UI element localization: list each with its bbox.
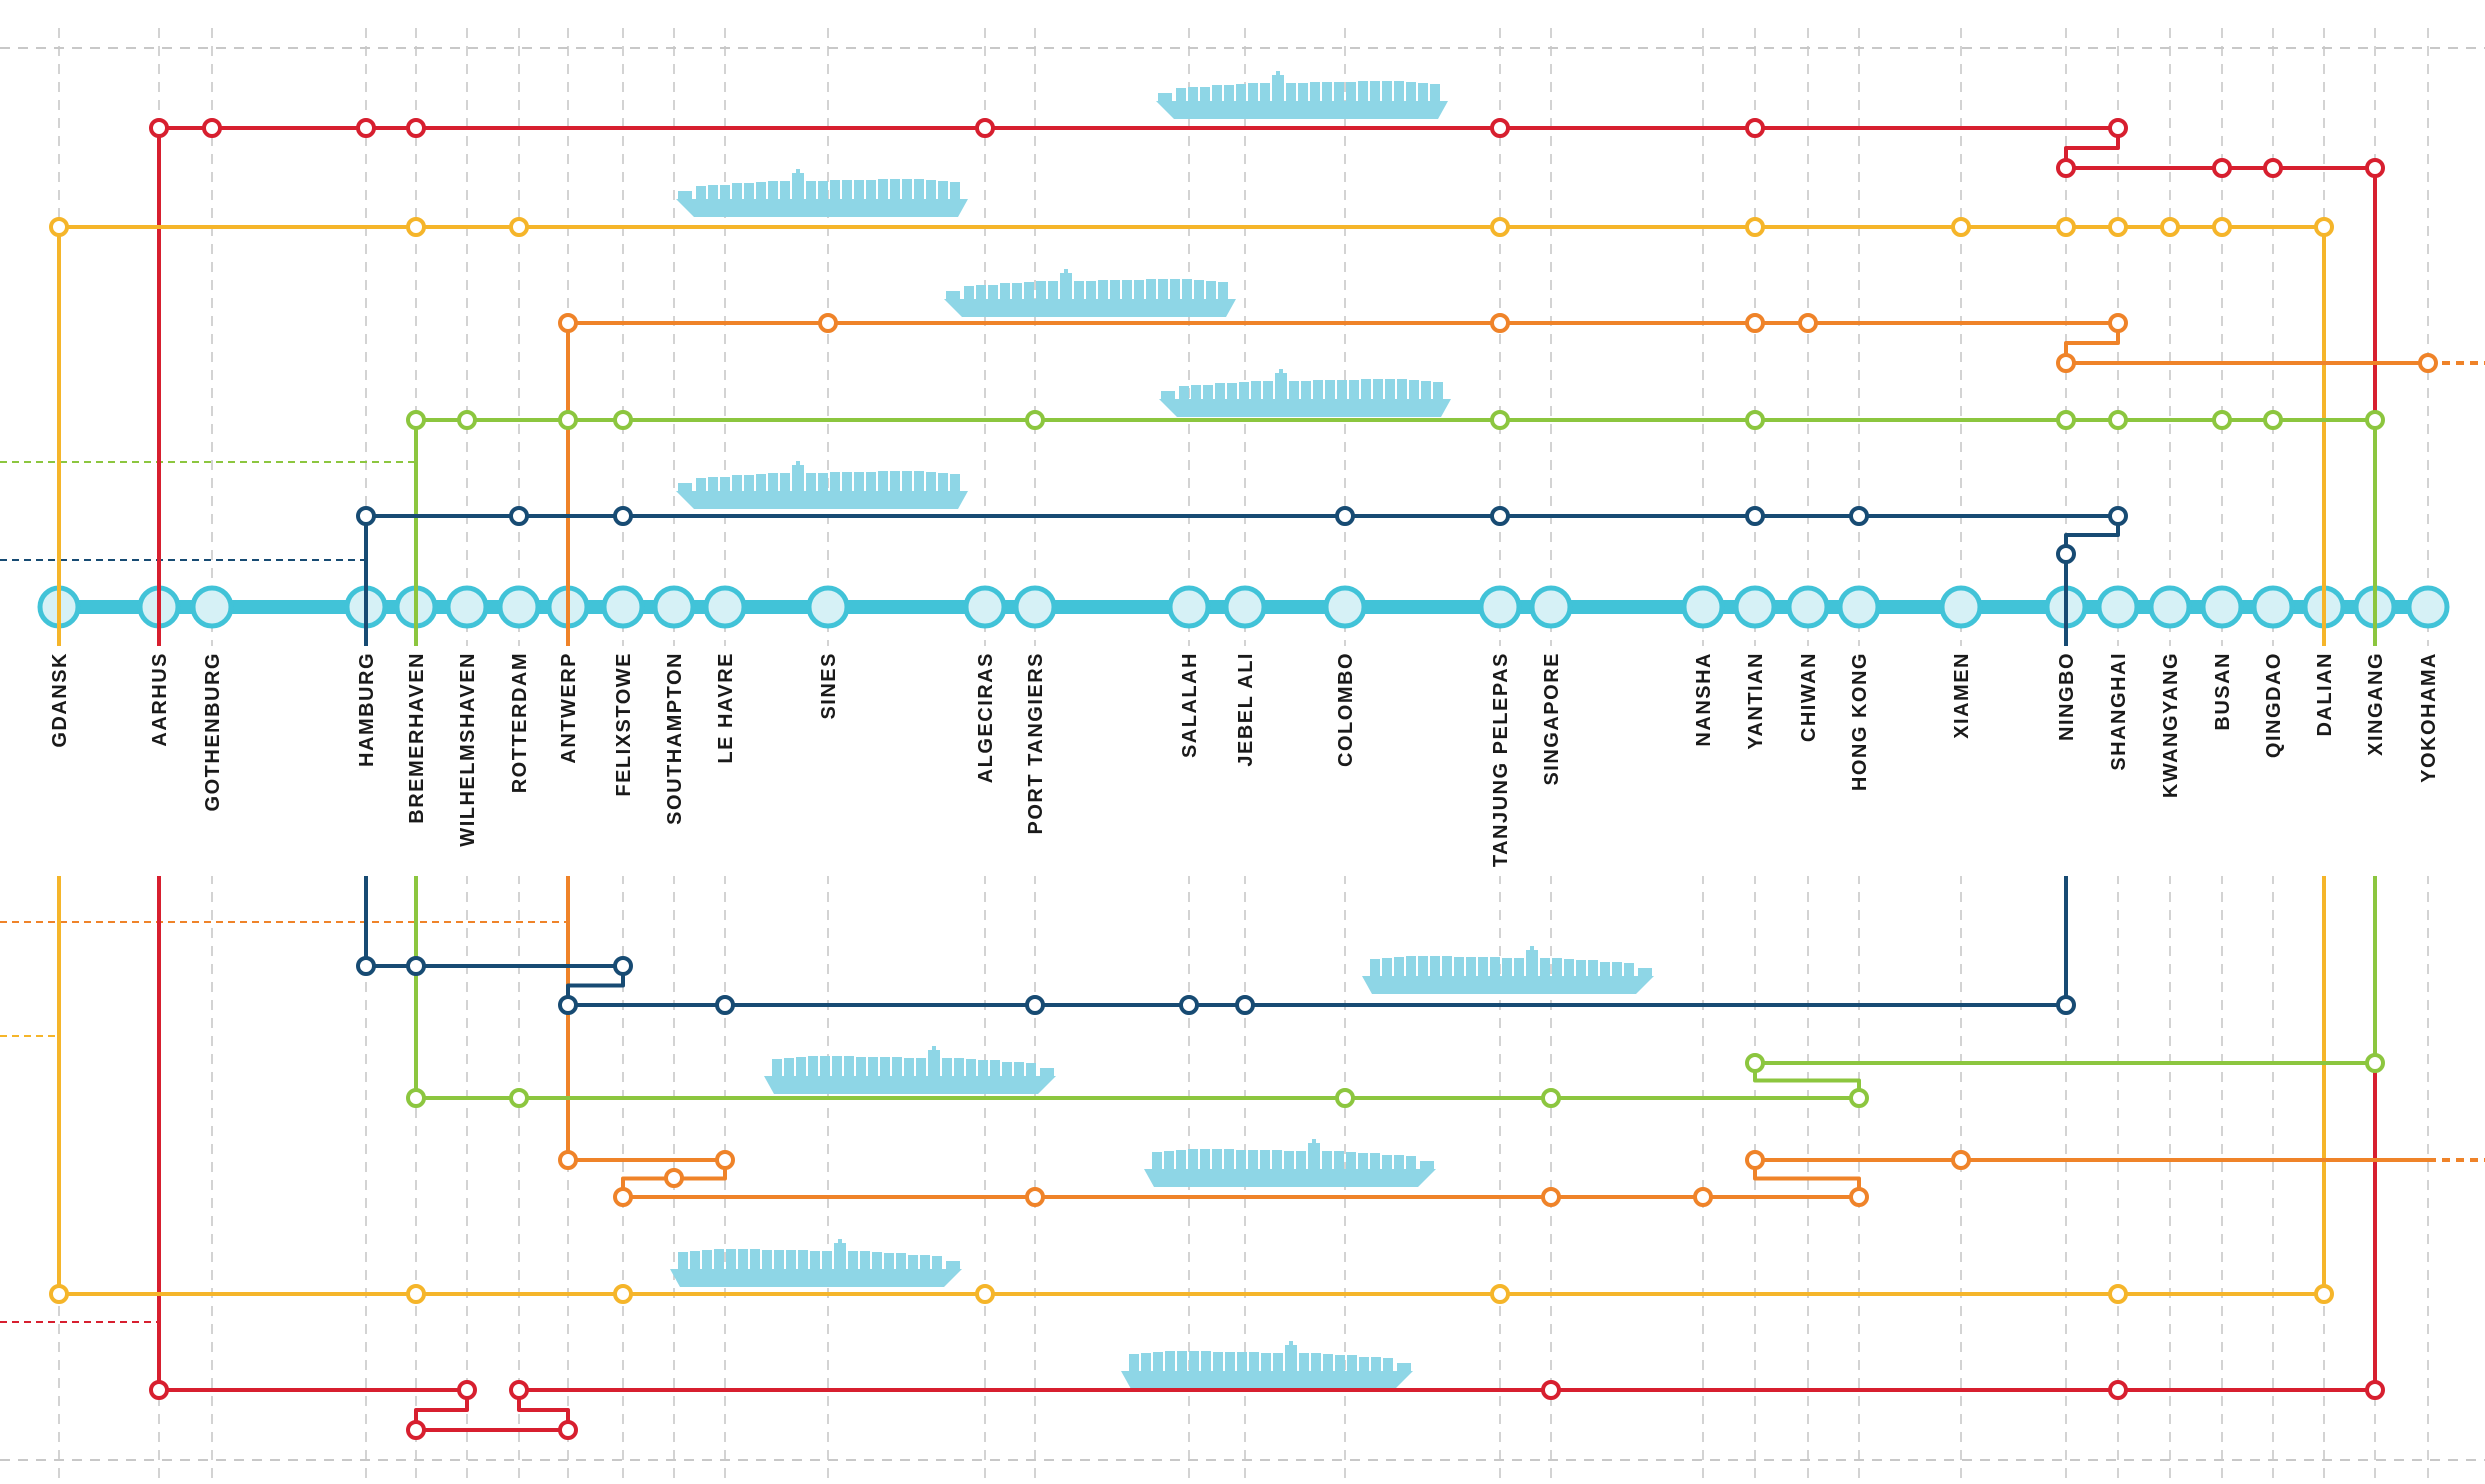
stop-hamburg-s1[interactable]: [358, 120, 374, 136]
port-label-singapore: SINGAPORE: [1541, 652, 1563, 786]
stop-aarhus-s1[interactable]: [151, 120, 167, 136]
port-label-gdansk: GDANSK: [49, 652, 71, 748]
stop-tanjung-pelepas-s3[interactable]: [1492, 315, 1508, 331]
port-label-nansha: NANSHA: [1693, 652, 1715, 747]
stop-antwerp-s4[interactable]: [560, 412, 576, 428]
stop-aarhus-s10[interactable]: [151, 1382, 167, 1398]
stop-chiwan-s3[interactable]: [1800, 315, 1816, 331]
stop-bremerhaven-s6[interactable]: [408, 958, 424, 974]
port-label-antwerp: ANTWERP: [558, 652, 580, 764]
port-label-xingang: XINGANG: [2365, 652, 2387, 756]
stop-ningbo-s6[interactable]: [2058, 997, 2074, 1013]
stop-colombo-s7[interactable]: [1337, 1090, 1353, 1106]
stop-hamburg-s6[interactable]: [358, 958, 374, 974]
hub-stop-jebel-ali[interactable]: [1226, 588, 1264, 626]
hub-stop-port-tangiers[interactable]: [1016, 588, 1054, 626]
stop-rotterdam-s10[interactable]: [511, 1382, 527, 1398]
route-line-service-7: [1755, 1063, 1859, 1098]
stop-rotterdam-s5[interactable]: [511, 508, 527, 524]
hub-stop-yantian[interactable]: [1736, 588, 1774, 626]
container-ship-icon: [1144, 1139, 1436, 1187]
stop-bremerhaven-s9[interactable]: [408, 1286, 424, 1302]
hub-line: [40, 588, 2447, 626]
container-ship-icon: [944, 269, 1236, 317]
port-label-hamburg: HAMBURG: [356, 652, 378, 767]
port-label-port-tangiers: PORT TANGIERS: [1025, 652, 1047, 835]
stop-hong-kong-s8[interactable]: [1851, 1189, 1867, 1205]
stop-hamburg-s5[interactable]: [358, 508, 374, 524]
stop-singapore-s7[interactable]: [1543, 1090, 1559, 1106]
container-ship-icon: [1121, 1341, 1413, 1389]
hub-stop-chiwan[interactable]: [1789, 588, 1827, 626]
stop-singapore-s10[interactable]: [1543, 1382, 1559, 1398]
hub-stop-tanjung-pelepas[interactable]: [1481, 588, 1519, 626]
port-label-algeciras: ALGECIRAS: [975, 652, 997, 784]
hub-stop-wilhelmshaven[interactable]: [448, 588, 486, 626]
hub-stop-algeciras[interactable]: [966, 588, 1004, 626]
hub-stop-nansha[interactable]: [1684, 588, 1722, 626]
stop-bremerhaven-s7[interactable]: [408, 1090, 424, 1106]
stop-gothenburg-s1[interactable]: [204, 120, 220, 136]
hub-stop-kwangyang[interactable]: [2151, 588, 2189, 626]
stop-bremerhaven-s4[interactable]: [408, 412, 424, 428]
container-ship-icon: [1159, 369, 1451, 417]
stop-le-havre-s8[interactable]: [717, 1152, 733, 1168]
port-label-yantian: YANTIAN: [1745, 652, 1767, 750]
port-label-kwangyang: KWANGYANG: [2160, 652, 2182, 799]
stop-kwangyang-s2[interactable]: [2162, 219, 2178, 235]
port-label-shanghai: SHANGHAI: [2108, 652, 2130, 771]
stop-nansha-s8[interactable]: [1695, 1189, 1711, 1205]
stop-busan-s2[interactable]: [2214, 219, 2230, 235]
port-label-chiwan: CHIWAN: [1798, 652, 1820, 743]
stop-rotterdam-s2[interactable]: [511, 219, 527, 235]
stop-shanghai-s1[interactable]: [2110, 120, 2126, 136]
stop-xiamen-s2[interactable]: [1953, 219, 1969, 235]
hub-stop-sines[interactable]: [809, 588, 847, 626]
stop-shanghai-s5[interactable]: [2110, 508, 2126, 524]
stop-ningbo-s5[interactable]: [2058, 546, 2074, 562]
hub-stop-rotterdam[interactable]: [500, 588, 538, 626]
stop-felixstowe-s5[interactable]: [615, 508, 631, 524]
stop-wilhelmshaven-s4[interactable]: [459, 412, 475, 428]
stop-jebel-ali-s6[interactable]: [1237, 997, 1253, 1013]
stop-tanjung-pelepas-s1[interactable]: [1492, 120, 1508, 136]
stop-antwerp-s6[interactable]: [560, 997, 576, 1013]
stop-dalian-s2[interactable]: [2316, 219, 2332, 235]
stop-gdansk-s2[interactable]: [51, 219, 67, 235]
stop-qingdao-s4[interactable]: [2265, 412, 2281, 428]
hub-stop-felixstowe[interactable]: [604, 588, 642, 626]
container-ship-icon: [1156, 71, 1448, 119]
stop-hong-kong-s5[interactable]: [1851, 508, 1867, 524]
stop-shanghai-s10[interactable]: [2110, 1382, 2126, 1398]
stop-felixstowe-s9[interactable]: [615, 1286, 631, 1302]
hub-stop-southampton[interactable]: [655, 588, 693, 626]
stop-antwerp-s3[interactable]: [560, 315, 576, 331]
stop-xingang-s4[interactable]: [2367, 412, 2383, 428]
stop-tanjung-pelepas-s5[interactable]: [1492, 508, 1508, 524]
stop-tanjung-pelepas-s2[interactable]: [1492, 219, 1508, 235]
stop-bremerhaven-s10[interactable]: [408, 1422, 424, 1438]
stop-yantian-s8[interactable]: [1747, 1152, 1763, 1168]
route-line-service-6: [568, 966, 623, 1005]
port-label-aarhus: AARHUS: [149, 652, 171, 747]
stop-ningbo-s3[interactable]: [2058, 355, 2074, 371]
stop-yantian-s5[interactable]: [1747, 508, 1763, 524]
port-label-le-havre: LE HAVRE: [715, 652, 737, 764]
hub-stop-gothenburg[interactable]: [193, 588, 231, 626]
stop-port-tangiers-s8[interactable]: [1027, 1189, 1043, 1205]
stop-shanghai-s3[interactable]: [2110, 315, 2126, 331]
stop-antwerp-s10[interactable]: [560, 1422, 576, 1438]
port-label-southampton: SOUTHAMPTON: [664, 652, 686, 825]
route-line-service-8: [1755, 1160, 1859, 1197]
stop-shanghai-s2[interactable]: [2110, 219, 2126, 235]
stop-shanghai-s9[interactable]: [2110, 1286, 2126, 1302]
stop-busan-s4[interactable]: [2214, 412, 2230, 428]
stop-gdansk-s9[interactable]: [51, 1286, 67, 1302]
container-ship-icon: [670, 1239, 962, 1287]
port-label-bremerhaven: BREMERHAVEN: [406, 652, 428, 824]
stop-hong-kong-s7[interactable]: [1851, 1090, 1867, 1106]
stop-felixstowe-s4[interactable]: [615, 412, 631, 428]
hub-stop-singapore[interactable]: [1532, 588, 1570, 626]
stop-sines-s3[interactable]: [820, 315, 836, 331]
stop-xiamen-s8[interactable]: [1953, 1152, 1969, 1168]
container-ship-icon: [676, 461, 968, 509]
stop-xingang-s1[interactable]: [2367, 160, 2383, 176]
stop-yantian-s7[interactable]: [1747, 1055, 1763, 1071]
stop-antwerp-s8[interactable]: [560, 1152, 576, 1168]
port-label-busan: BUSAN: [2212, 652, 2234, 731]
port-label-ningbo: NINGBO: [2056, 652, 2078, 741]
stop-bremerhaven-s1[interactable]: [408, 120, 424, 136]
stop-busan-s1[interactable]: [2214, 160, 2230, 176]
port-labels: [46, 646, 2441, 876]
stop-algeciras-s1[interactable]: [977, 120, 993, 136]
hub-stop-shanghai[interactable]: [2099, 588, 2137, 626]
stop-yantian-s3[interactable]: [1747, 315, 1763, 331]
stop-felixstowe-s8[interactable]: [615, 1189, 631, 1205]
stop-le-havre-s6[interactable]: [717, 997, 733, 1013]
stop-dalian-s9[interactable]: [2316, 1286, 2332, 1302]
port-label-sines: SINES: [818, 652, 840, 720]
port-label-gothenburg: GOTHENBURG: [202, 652, 224, 812]
port-label-jebel-ali: JEBEL ALI: [1235, 652, 1257, 767]
stop-qingdao-s1[interactable]: [2265, 160, 2281, 176]
port-label-wilhelmshaven: WILHELMSHAVEN: [457, 652, 479, 847]
port-label-rotterdam: ROTTERDAM: [509, 652, 531, 794]
container-ship-icon: [764, 1046, 1056, 1094]
stop-xingang-s10[interactable]: [2367, 1382, 2383, 1398]
stop-ningbo-s4[interactable]: [2058, 412, 2074, 428]
stop-ningbo-s1[interactable]: [2058, 160, 2074, 176]
stop-port-tangiers-s4[interactable]: [1027, 412, 1043, 428]
port-label-colombo: COLOMBO: [1335, 652, 1357, 767]
stop-colombo-s5[interactable]: [1337, 508, 1353, 524]
stop-yokohama-s3[interactable]: [2420, 355, 2436, 371]
stop-southampton-s8[interactable]: [666, 1170, 682, 1186]
stop-wilhelmshaven-s10[interactable]: [459, 1382, 475, 1398]
stop-shanghai-s4[interactable]: [2110, 412, 2126, 428]
hub-stop-yokohama[interactable]: [2409, 588, 2447, 626]
hub-stop-xiamen[interactable]: [1942, 588, 1980, 626]
stop-port-tangiers-s6[interactable]: [1027, 997, 1043, 1013]
port-label-salalah: SALALAH: [1179, 652, 1201, 759]
container-ship-icon: [676, 169, 968, 217]
stop-singapore-s8[interactable]: [1543, 1189, 1559, 1205]
hub-stop-busan[interactable]: [2203, 588, 2241, 626]
port-label-tanjung-pelepas: TANJUNG PELEPAS: [1490, 652, 1512, 868]
port-label-qingdao: QINGDAO: [2263, 652, 2285, 759]
hub-stop-colombo[interactable]: [1326, 588, 1364, 626]
stop-xingang-s7[interactable]: [2367, 1055, 2383, 1071]
port-label-dalian: DALIAN: [2314, 652, 2336, 737]
stop-felixstowe-s6[interactable]: [615, 958, 631, 974]
stop-bremerhaven-s2[interactable]: [408, 219, 424, 235]
port-label-hong-kong: HONG KONG: [1849, 652, 1871, 792]
port-label-xiamen: XIAMEN: [1951, 652, 1973, 739]
stop-tanjung-pelepas-s4[interactable]: [1492, 412, 1508, 428]
hub-stop-salalah[interactable]: [1170, 588, 1208, 626]
stop-yantian-s4[interactable]: [1747, 412, 1763, 428]
stop-algeciras-s9[interactable]: [977, 1286, 993, 1302]
port-label-felixstowe: FELIXSTOWE: [613, 652, 635, 797]
hub-stop-le-havre[interactable]: [706, 588, 744, 626]
hub-stop-hong-kong[interactable]: [1840, 588, 1878, 626]
stop-tanjung-pelepas-s9[interactable]: [1492, 1286, 1508, 1302]
hub-stop-qingdao[interactable]: [2254, 588, 2292, 626]
stop-yantian-s1[interactable]: [1747, 120, 1763, 136]
stop-yantian-s2[interactable]: [1747, 219, 1763, 235]
stop-rotterdam-s7[interactable]: [511, 1090, 527, 1106]
container-ship-icon: [1362, 946, 1654, 994]
stop-salalah-s6[interactable]: [1181, 997, 1197, 1013]
stop-ningbo-s2[interactable]: [2058, 219, 2074, 235]
port-label-yokohama: YOKOHAMA: [2418, 652, 2440, 783]
